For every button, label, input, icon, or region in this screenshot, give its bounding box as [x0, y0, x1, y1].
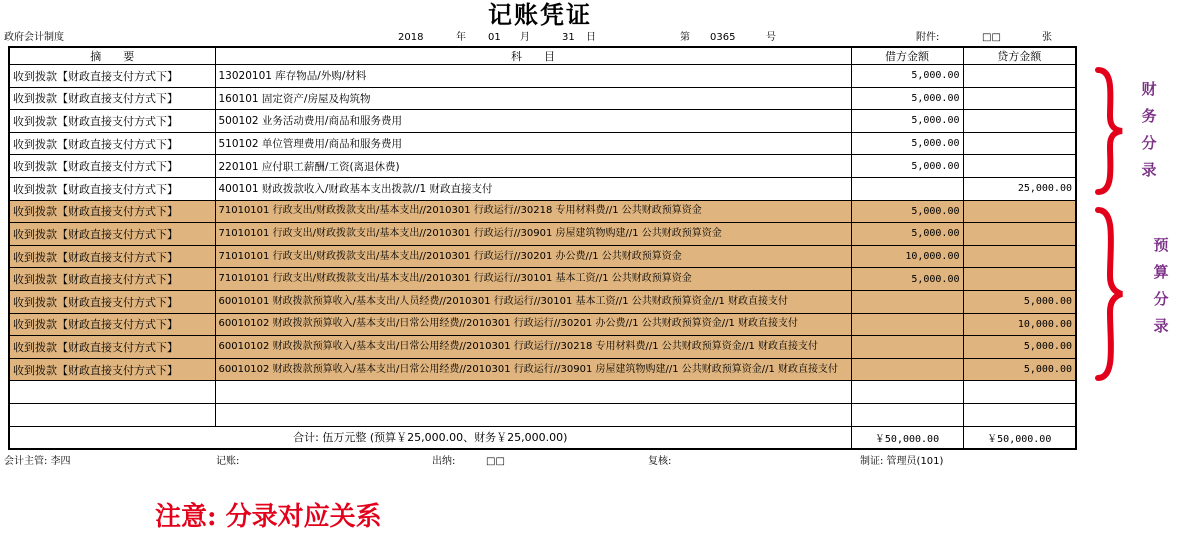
credit-cell[interactable] [963, 65, 1076, 88]
subject-cell[interactable] [215, 381, 851, 404]
subject-cell[interactable]: 71010101 行政支出/财政拨款支出/基本支出//2010301 行政运行//30101 基本工资//1 公共财政预算资金 [215, 268, 851, 291]
table-row[interactable] [9, 155, 1076, 178]
summary-column-header: 摘 要 [9, 47, 215, 65]
debit-cell[interactable]: 5,000.00 [851, 223, 963, 246]
financial-entries-label: 财务分录 [1141, 80, 1157, 179]
subject-cell[interactable]: 60010102 财政拨款预算收入/基本支出/日常公用经费//2010301 行政运行//30201 办公费//1 公共财政预算资金//1 财政直接支付 [215, 313, 851, 336]
debit-cell[interactable] [851, 403, 963, 426]
summary-cell[interactable]: 收到拨款【财政直接支付方式下】 [9, 177, 215, 200]
summary-cell[interactable]: 收到拨款【财政直接支付方式下】 [9, 336, 215, 359]
budget-entries-brace-icon [1088, 206, 1128, 382]
total-row [9, 426, 1076, 449]
credit-cell[interactable] [963, 381, 1076, 404]
table-row[interactable] [9, 381, 1076, 404]
attachment-label: 附件: [916, 32, 940, 43]
table-row[interactable] [9, 313, 1076, 336]
credit-cell[interactable] [963, 155, 1076, 178]
total-text: 合计: 伍万元整 (预算￥25,000.00、财务￥25,000.00) [9, 426, 851, 449]
subject-column-header: 科 目 [215, 47, 851, 65]
table-row[interactable] [9, 177, 1076, 200]
voucher-year: 2018 [398, 32, 424, 43]
credit-cell[interactable] [963, 87, 1076, 110]
summary-cell[interactable]: 收到拨款【财政直接支付方式下】 [9, 200, 215, 223]
attachment-count: □□ [982, 32, 1001, 43]
summary-cell[interactable]: 收到拨款【财政直接支付方式下】 [9, 155, 215, 178]
credit-cell[interactable] [963, 245, 1076, 268]
debit-cell[interactable] [851, 177, 963, 200]
table-row[interactable] [9, 87, 1076, 110]
subject-cell[interactable]: 510102 单位管理费用/商品和服务费用 [215, 132, 851, 155]
table-row[interactable] [9, 110, 1076, 133]
day-label: 日 [586, 32, 596, 43]
debit-cell[interactable]: 5,000.00 [851, 110, 963, 133]
credit-cell[interactable] [963, 223, 1076, 246]
attachment-unit: 张 [1042, 32, 1052, 43]
summary-cell[interactable]: 收到拨款【财政直接支付方式下】 [9, 268, 215, 291]
subject-cell[interactable] [215, 403, 851, 426]
table-row[interactable] [9, 336, 1076, 359]
credit-cell[interactable]: 25,000.00 [963, 177, 1076, 200]
summary-cell[interactable]: 收到拨款【财政直接支付方式下】 [9, 313, 215, 336]
month-label: 月 [520, 32, 530, 43]
summary-cell[interactable]: 收到拨款【财政直接支付方式下】 [9, 223, 215, 246]
summary-cell[interactable]: 收到拨款【财政直接支付方式下】 [9, 65, 215, 88]
correspondence-note: 注意: 分录对应关系 [155, 502, 382, 532]
subject-cell[interactable]: 60010102 财政拨款预算收入/基本支出/日常公用经费//2010301 行政运行//30901 房屋建筑物购建//1 公共财政预算资金//1 财政直接支付 [215, 358, 851, 381]
summary-cell[interactable]: 收到拨款【财政直接支付方式下】 [9, 110, 215, 133]
debit-cell[interactable] [851, 290, 963, 313]
summary-cell[interactable]: 收到拨款【财政直接支付方式下】 [9, 290, 215, 313]
preparer-label: 制证: 管理员(101) [860, 456, 944, 467]
credit-cell[interactable]: 5,000.00 [963, 336, 1076, 359]
table-row[interactable] [9, 200, 1076, 223]
total-credit: ￥50,000.00 [963, 426, 1076, 449]
subject-cell[interactable]: 71010101 行政支出/财政拨款支出/基本支出//2010301 行政运行//30901 房屋建筑物购建//1 公共财政预算资金 [215, 223, 851, 246]
subject-cell[interactable]: 13020101 库存物品/外购/材料 [215, 65, 851, 88]
voucher-title: 记账凭证 [488, 1, 592, 29]
debit-column-header: 借方金额 [851, 47, 963, 65]
summary-cell[interactable]: 收到拨款【财政直接支付方式下】 [9, 87, 215, 110]
subject-cell[interactable]: 60010101 财政拨款预算收入/基本支出/人员经费//2010301 行政运行//30101 基本工资//1 公共财政预算资金//1 财政直接支付 [215, 290, 851, 313]
subject-cell[interactable]: 71010101 行政支出/财政拨款支出/基本支出//2010301 行政运行//30218 专用材料费//1 公共财政预算资金 [215, 200, 851, 223]
credit-cell[interactable] [963, 403, 1076, 426]
cashier-value: □□ [486, 456, 505, 467]
voucher-month: 01 [488, 32, 501, 43]
subject-cell[interactable]: 400101 财政拨款收入/财政基本支出拨款//1 财政直接支付 [215, 177, 851, 200]
debit-cell[interactable]: 5,000.00 [851, 65, 963, 88]
credit-cell[interactable] [963, 268, 1076, 291]
subject-cell[interactable]: 500102 业务活动费用/商品和服务费用 [215, 110, 851, 133]
subject-cell[interactable]: 220101 应付职工薪酬/工资(离退休费) [215, 155, 851, 178]
summary-cell[interactable]: 收到拨款【财政直接支付方式下】 [9, 245, 215, 268]
subject-cell[interactable]: 60010102 财政拨款预算收入/基本支出/日常公用经费//2010301 行政运行//30218 专用材料费//1 公共财政预算资金//1 财政直接支付 [215, 336, 851, 359]
table-row[interactable] [9, 403, 1076, 426]
debit-cell[interactable]: 5,000.00 [851, 132, 963, 155]
table-row[interactable] [9, 358, 1076, 381]
debit-cell[interactable]: 5,000.00 [851, 200, 963, 223]
financial-entries-brace-icon [1088, 66, 1128, 196]
subject-cell[interactable]: 160101 固定资产/房屋及构筑物 [215, 87, 851, 110]
credit-cell[interactable] [963, 200, 1076, 223]
debit-cell[interactable]: 5,000.00 [851, 87, 963, 110]
table-row[interactable] [9, 65, 1076, 88]
table-row[interactable] [9, 268, 1076, 291]
budget-entries-label: 预算分录 [1153, 236, 1169, 335]
voucher-table [8, 46, 1077, 450]
table-row[interactable] [9, 290, 1076, 313]
summary-cell[interactable] [9, 381, 215, 404]
cashier-label: 出纳: [432, 456, 456, 467]
year-label: 年 [456, 32, 466, 43]
reviewer-label: 复核: [648, 456, 672, 467]
credit-cell[interactable]: 10,000.00 [963, 313, 1076, 336]
debit-cell[interactable]: 5,000.00 [851, 268, 963, 291]
credit-cell[interactable]: 5,000.00 [963, 358, 1076, 381]
debit-cell[interactable]: 10,000.00 [851, 245, 963, 268]
accounting-supervisor: 会计主管: 李四 [4, 456, 71, 467]
debit-cell[interactable] [851, 358, 963, 381]
bookkeeper-label: 记账: [216, 456, 240, 467]
table-row[interactable] [9, 223, 1076, 246]
voucher-no-prefix: 第 [680, 32, 690, 43]
credit-cell[interactable] [963, 132, 1076, 155]
table-header-row [9, 47, 1076, 65]
debit-cell[interactable] [851, 336, 963, 359]
voucher-day: 31 [562, 32, 575, 43]
summary-cell[interactable] [9, 403, 215, 426]
accounting-system-label: 政府会计制度 [4, 32, 64, 43]
credit-column-header: 贷方金额 [963, 47, 1076, 65]
table-row[interactable] [9, 132, 1076, 155]
voucher-no-suffix: 号 [766, 32, 776, 43]
table-row[interactable] [9, 245, 1076, 268]
voucher-number: 0365 [710, 32, 736, 43]
total-debit: ￥50,000.00 [851, 426, 963, 449]
credit-cell[interactable] [963, 110, 1076, 133]
summary-cell[interactable]: 收到拨款【财政直接支付方式下】 [9, 358, 215, 381]
debit-cell[interactable] [851, 381, 963, 404]
credit-cell[interactable]: 5,000.00 [963, 290, 1076, 313]
debit-cell[interactable]: 5,000.00 [851, 155, 963, 178]
subject-cell[interactable]: 71010101 行政支出/财政拨款支出/基本支出//2010301 行政运行//30201 办公费//1 公共财政预算资金 [215, 245, 851, 268]
debit-cell[interactable] [851, 313, 963, 336]
summary-cell[interactable]: 收到拨款【财政直接支付方式下】 [9, 132, 215, 155]
